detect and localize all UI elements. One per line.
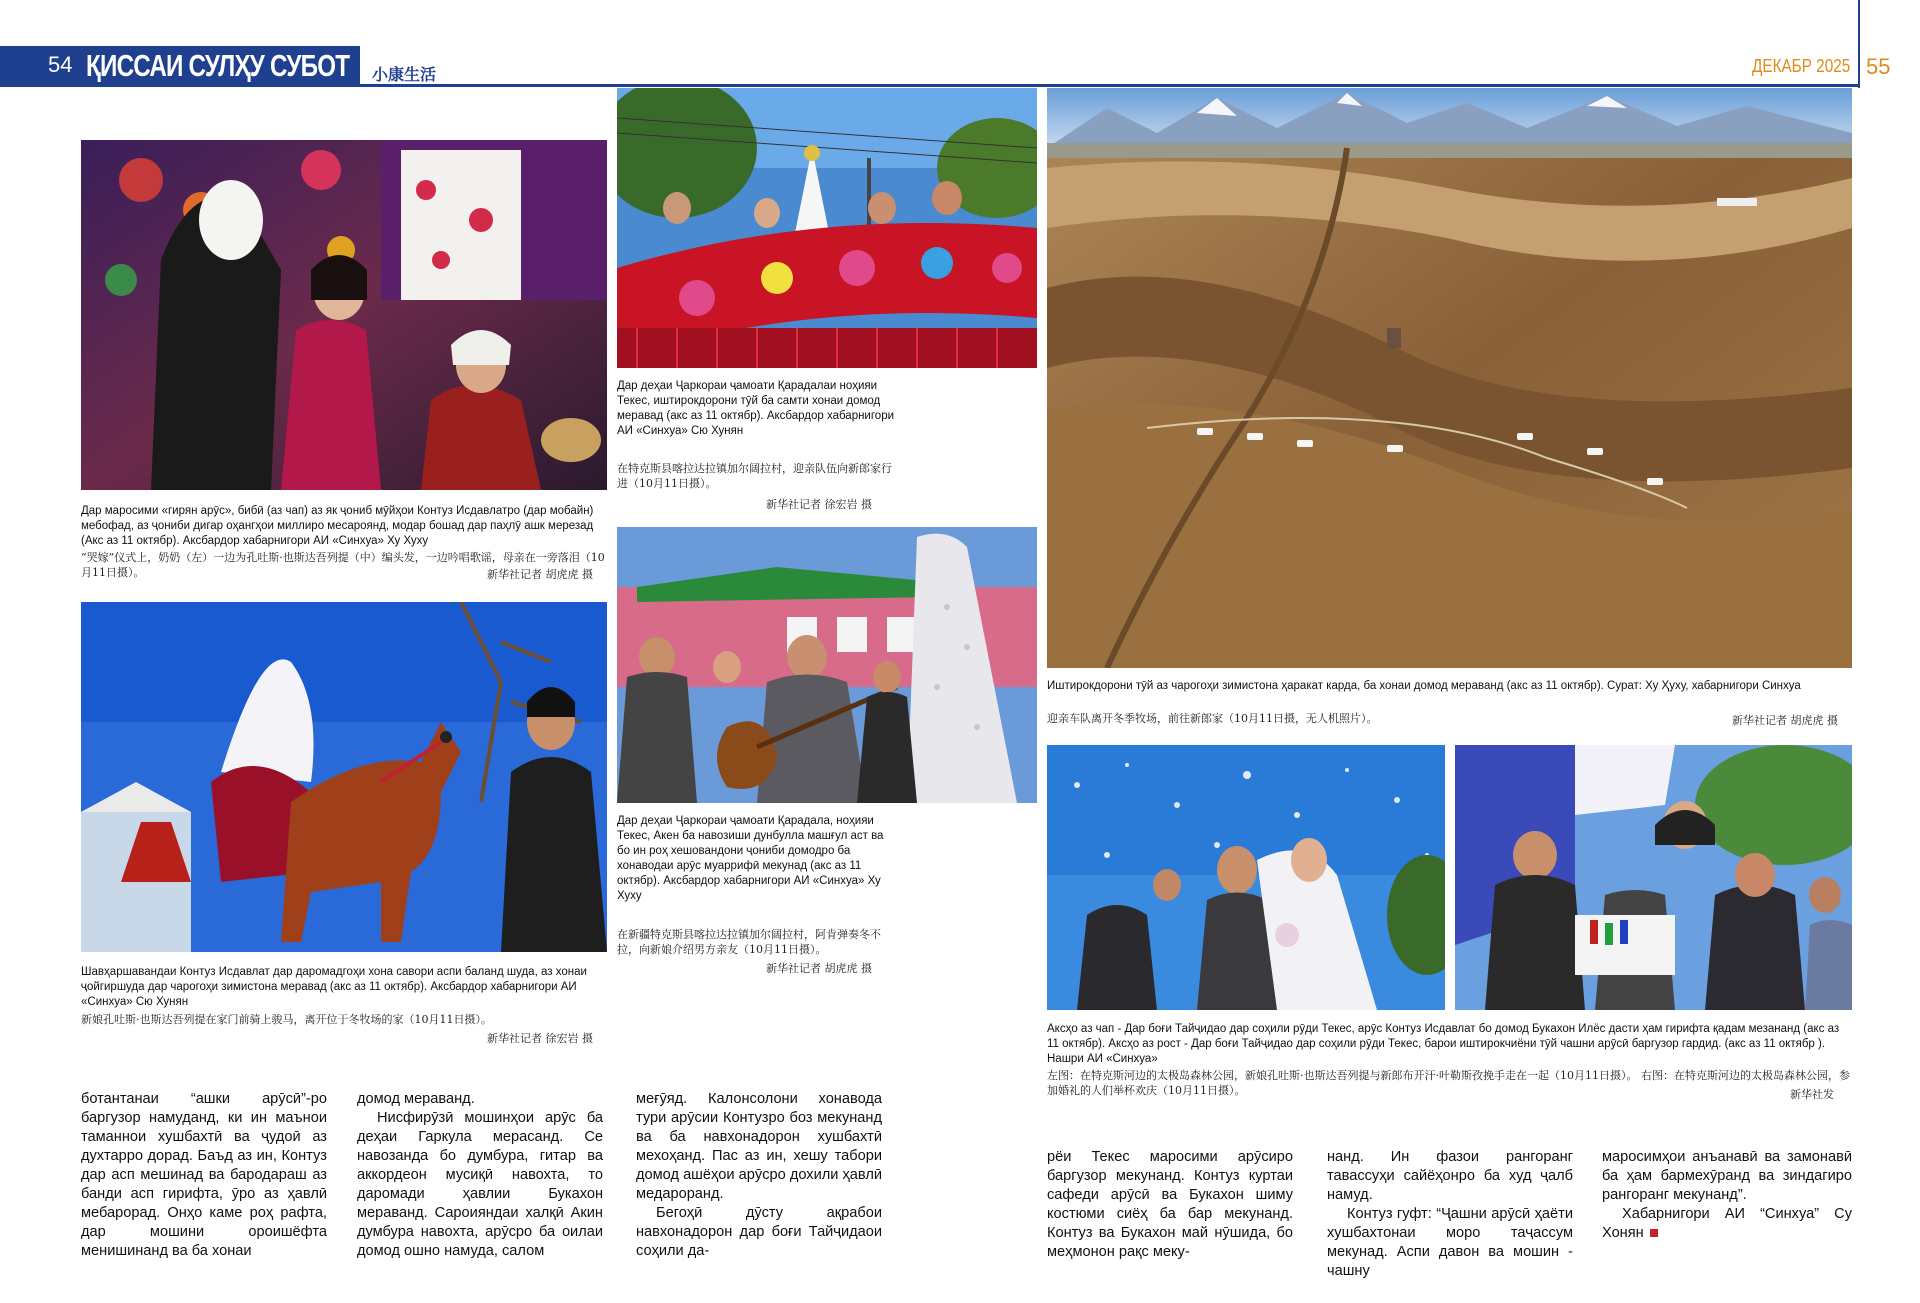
body-column-4: [1047, 1148, 1293, 1262]
body-paragraph: рёи Текес маросими арӯсиро баргузор мекунанд. Контуз куртаи сафеди арӯсӣ ва Букахон шиму костюми сиёҳ ба бар мекунанд. Контуз ва Букахон май нӯшида, бо меҳмонон рақс меку-: [1047, 1149, 1293, 1260]
caption-photo2: Дар деҳаи Ҷаркораи ҷамоати Қарадалаи ноҳияи Текес, иштирокдорони тӯй ба самти хонаи домод меравад (акс аз 11 октябр). Аксбардор хабарнигори АИ «Синхуа» Сю Хунян: [617, 380, 895, 437]
issue-date: ДЕКАБР 2025: [1752, 56, 1851, 76]
credit-photo1: 新华社记者 胡虎虎 摄: [487, 568, 593, 581]
author-signature: [1602, 1205, 1852, 1243]
body-paragraph: ботантанаи “ашки арӯсӣ”-ро баргузор намуданд, ки ин маънои таманнои хушбахтӣ ва ҷудоӣ аз духтарро дорад. Баъд аз ин, Контуз дар асп мешинад ва бародараш аз банди асп гирифта, ӯро аз ҳавлӣ мебарорад. Онҳо каме роҳ рафта, дар мошини ороишёфта менишинанд ва ба хонаи: [81, 1091, 327, 1259]
photo-crying-bride-ceremony: [81, 140, 607, 490]
credit-photo4: 新华社记者 徐宏岩 摄: [487, 1032, 593, 1045]
body-paragraph: маросимҳои анъанавӣ ва замонавӣ ба ҳам бармехӯранд ва зиндагиро рангоранг мекунанд”.: [1602, 1149, 1852, 1203]
caption-photo5: Дар деҳаи Ҷаркораи ҷамоати Қарадала, ноҳияи Текес, Акен ба навозиши дунбулла машғул аст ва бо ин роҳ хешовандони ҷониби домодро ба хонаводаи арӯс муаррифӣ мекунад (акс аз 11 октябр). Аксбардор хабарнигори АИ «Синхуа» Ху Хуху: [617, 815, 884, 902]
caption-photo4: Шавҳаршавандаи Контуз Исдавлат дар даромадгоҳи хона савори аспи баланд шуда, аз хонаи ҷойгиршуда дар чарогоҳи зимистона меравад (акс аз 11 октябр). Аксбардор хабарнигори АИ «Синхуа» Сю Хунян: [81, 966, 587, 1008]
photo-toasting-guests: [1455, 745, 1852, 1010]
credit-photo2: 新华社记者 徐宏岩 摄: [766, 498, 872, 511]
caption-photo2-cn: 在特克斯县喀拉达拉镇加尔阔拉村，迎亲队伍向新郎家行进（10月11日摄）。: [617, 462, 892, 490]
body-paragraph: нанд. Ин фазои рангоранг тавассуҳи сайёҳонро ба худ ҷалб намуд.: [1327, 1149, 1573, 1203]
caption-photo6-7-cn: 左图：在特克斯河边的太极岛森林公园，新娘孔吐斯·也斯达吾列提与新郎布开汗·叶勒斯孜挽手走在一起（10月11日摄）。 右图：在特克斯河边的太极岛森林公园，参加婚礼的人们举杯欢庆（10月11日摄）。: [1047, 1069, 1850, 1097]
caption-photo4-cn: 新娘孔吐斯·也斯达吾列提在家门前骑上骏马，离开位于冬牧场的家（10月11日摄）。: [81, 1013, 492, 1026]
credit-photo3: 新华社记者 胡虎虎 摄: [1732, 714, 1838, 727]
photo-wedding-procession: [617, 88, 1037, 368]
photo-aerial-convoy: [1047, 88, 1852, 668]
page-number-left: 54: [48, 52, 73, 77]
credit-photo5: 新华社记者 胡虎虎 摄: [766, 962, 872, 975]
body-paragraph: Бегоҳӣ дӯсту ақрабои навхонадорон дар боғи Тайҷидаои соҳили да-: [636, 1205, 882, 1259]
caption-photo5-cn: 在新疆特克斯县喀拉达拉镇加尔阔拉村，阿肯弹奏冬不拉，向新娘介绍男方亲友（10月11日摄）。: [617, 928, 881, 956]
caption-photo6-7: Аксҳо аз чап - Дар боғи Тайҷидао дар соҳили рӯди Текес, арӯс Контуз Исдавлат бо домод Букахон Илёс дасти ҳам гирифта қадам мезананд (акс аз 11 октябр). Аксҳо аз рост - Дар боғи Тайҷидао дар соҳили рӯди Текес, барои иштирокчиёни тӯй чашни арӯсӣ баргузор гардид. (акс аз 11 октябр ). Нашри АИ «Синхуа»: [1047, 1023, 1840, 1065]
body-column-5: [1327, 1148, 1573, 1281]
caption-photo1: Дар маросими «гирян арӯс», бибӣ (аз чап) аз як ҷониб мӯйҳои Контуз Исдавлатро (дар мобайн) мебофад, аз ҷониби дигар оҳангҳои миллиро месароянд, модар бошад дар паҳлӯ ашк мерезад (Акс аз 11 октябр). Аксбардор хабарнигори АИ «Синхуа» Ху Хуху: [81, 505, 594, 547]
photo-dombra-player: [617, 527, 1037, 803]
section-title-cn: 小康生活: [372, 65, 437, 84]
body-column-1: [81, 1090, 327, 1261]
body-paragraph: Контуз гуфт: “Ҷашни арӯсӣ ҳаёти хушбахтонаи моро таҷассум мекунад. Аспи давон ва мошин - чашну: [1327, 1206, 1573, 1279]
caption-photo1-cn: “哭嫁”仪式上，奶奶（左）一边为孔吐斯·也斯达吾列提（中）编头发，一边吟唱歌谣，母亲在一旁落泪（10月11日摄）。: [81, 551, 605, 579]
author-line: Хабарнигори АИ “Синхуа” Су Хонян: [1602, 1206, 1852, 1241]
credit-photo6-7: 新华社发: [1790, 1088, 1834, 1101]
body-paragraph: меғӯяд. Калонсолони хонавода тури арӯсии Контузро боз мекунанд ва ба навхонадорон хушбахтӣ мехоҳанд. Пас аз ин, хешу табори домод ашёҳои арӯсро дохили ҳавлӣ медароранд.: [636, 1091, 882, 1202]
header-rule: [0, 84, 1858, 87]
body-column-2: [357, 1090, 603, 1261]
header-right-rule: [1858, 0, 1860, 88]
caption-photo3-cn: 迎亲车队离开冬季牧场，前往新郎家（10月11日摄，无人机照片）。: [1047, 712, 1378, 725]
caption-photo3: Иштирокдорони тӯй аз чарогоҳи зимистона ҳаракат карда, ба хонаи домод мераванд (акс аз 11 октябр). Сурат: Ху Ҳуху, хабарнигори Синхуа: [1047, 680, 1801, 692]
body-column-3: [636, 1090, 882, 1261]
section-title: ҚИССАИ СУЛҲУ СУБОТ: [86, 48, 350, 83]
photo-couple-walking: [1047, 745, 1445, 1010]
body-paragraph: Нисфирӯзӣ мошинҳои арӯс ба деҳаи Гаркула мерасанд. Се навозанда бо думбура, гитар ва аккордеон мусиқӣ навохта, то даромади ҳавлии Букахон мераванд. Сароияндаи халқӣ Акин думбура навохта, арӯсро ба оилаи домод ошно намуда, салом: [357, 1110, 603, 1259]
body-column-6: [1602, 1148, 1852, 1243]
end-mark-icon: [1650, 1229, 1658, 1237]
body-paragraph: домод мераванд.: [357, 1091, 475, 1107]
photo-bride-on-horse: [81, 602, 607, 952]
page-number-right: 55: [1866, 54, 1891, 79]
